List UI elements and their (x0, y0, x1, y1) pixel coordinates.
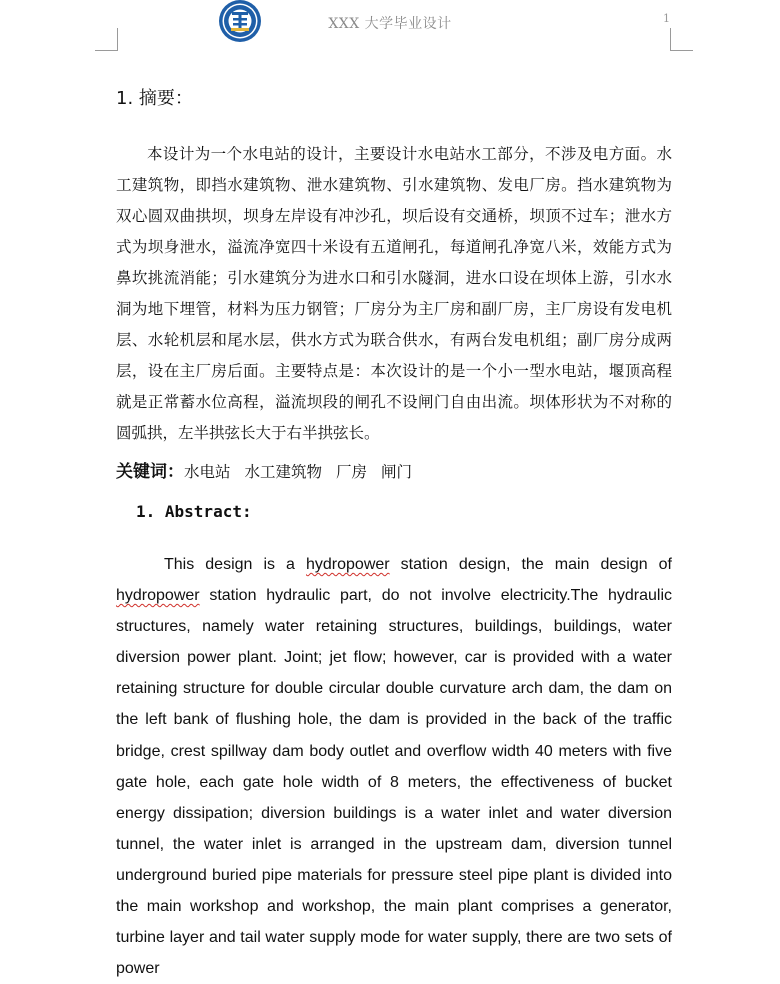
spellcheck-word[interactable]: hydropower (116, 587, 200, 605)
abstract-en-text: station hydraulic part, do not involve electricity.The hydraulic structures, namely water retaining structures, buildings, buildings, water diversion power plant. Joint; jet flow; however, car is provided with a water retaining structure for double circular double curvature arch dam, the dam on the left bank of flushing hole, the dam is provided in the back of the traffic bridge, crest spillway dam body outlet and overflow width 40 meters with five gate hole, each gate hole width of 8 meters, the effectiveness of bucket energy dissipation; diversion buildings is a water inlet and water diversion tunnel, the water inlet is arranged in the upstream dam, diversion tunnel underground buried pipe materials for pressure steel pipe plant is divided into the main workshop and workshop, the main plant comprises a generator, turbine layer and tail water supply mode for water supply, there are two sets of power (116, 587, 672, 978)
keyword: 水电站 (184, 463, 231, 481)
keywords-label: 关键词： (116, 462, 184, 482)
keyword: 水工建筑物 (244, 463, 323, 481)
abstract-en-text: This design is a (164, 556, 306, 573)
header-title: XXX 大学毕业设计 (328, 16, 452, 32)
margin-corner-right (670, 28, 693, 51)
abstract-en-body (116, 549, 672, 984)
keywords-line (116, 457, 412, 482)
spellcheck-word[interactable]: hydropower (306, 556, 390, 573)
abstract-cn-heading: 1. 摘要： (116, 88, 193, 109)
abstract-en-paragraph (116, 549, 672, 984)
abstract-cn-paragraph: 本设计为一个水电站的设计，主要设计水电站水工部分，不涉及电方面。水工建筑物，即挡水建筑物、泄水建筑物、引水建筑物、发电厂房。挡水建筑物为双心圆双曲拱坝，坝身左岸设有冲沙孔，坝后设有交通桥，坝顶不过车；泄水方式为坝身泄水，溢流净宽四十米设有五道闸孔，每道闸孔净宽八米，效能方式为鼻坎挑流消能；引水建筑分为进水口和引水隧洞，进水口设在坝体上游，引水水洞为地下埋管，材料为压力钢管；厂房分为主厂房和副厂房，主厂房设有发电机层、水轮机层和尾水层，供水方式为联合供水，有两台发电机组；副厂房分成两层，设在主厂房后面。主要特点是：本次设计的是一个小一型水电站，堰顶高程就是正常蓄水位高程，溢流坝段的闸孔不设闸门自由出流。坝体形状为不对称的圆弧拱，左半拱弦长大于右半拱弦长。 (116, 145, 672, 442)
abstract-cn-body (116, 139, 672, 449)
keyword: 厂房 (336, 463, 368, 481)
abstract-en-text: station design, the main design of (389, 556, 673, 573)
keyword: 闸门 (381, 463, 413, 481)
margin-corner-left (95, 28, 118, 51)
abstract-en-heading: 1. Abstract: (136, 502, 252, 521)
page-number: 1 (663, 12, 670, 25)
